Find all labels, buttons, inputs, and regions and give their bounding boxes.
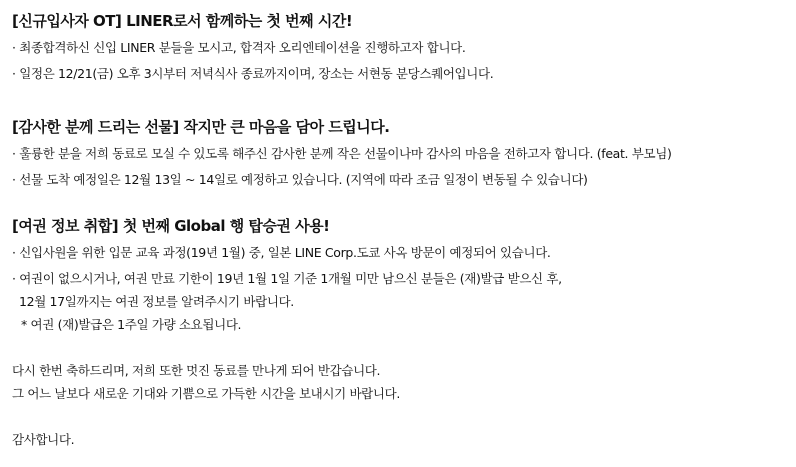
closing-line-1: 다시 한번 축하드리며, 저희 또한 멋진 동료를 만나게 되어 반갑습니다. xyxy=(12,363,381,378)
list-item: · 신입사원을 위한 입문 교육 과정(19년 1월) 중, 일본 LINE Corp.도쿄 사옥 방문이 예정되어 있습니다. xyxy=(12,245,551,260)
section-heading-passport: [여권 정보 취합] 첫 번째 Global 행 탑승권 사용! xyxy=(12,217,330,235)
closing-signoff: 감사합니다. xyxy=(12,432,75,447)
list-item: · 훌륭한 분을 저희 동료로 모실 수 있도록 해주신 감사한 분께 작은 선물이나마 감사의 마음을 전하고자 합니다. (feat. 부모님) xyxy=(12,146,672,161)
list-item: · 여권이 없으시거나, 여권 만료 기한이 19년 1월 1일 기준 1개월 미만 남으신 분들은 (재)발급 받으신 후, xyxy=(12,271,562,286)
section-heading-gift: [감사한 분께 드리는 선물] 작지만 큰 마음을 담아 드립니다. xyxy=(12,118,390,136)
list-item-continuation: 12월 17일까지는 여권 정보를 알려주시기 바랍니다. xyxy=(19,294,294,309)
list-item: · 최종합격하신 신입 LINER 분들을 모시고, 합격자 오리엔테이션을 진행하고자 합니다. xyxy=(12,40,466,55)
closing-line-2: 그 어느 날보다 새로운 기대와 기쁨으로 가득한 시간을 보내시기 바랍니다. xyxy=(12,386,400,401)
list-item: · 선물 도착 예정일은 12월 13일 ~ 14일로 예정하고 있습니다. (지역에 따라 조금 일정이 변동될 수 있습니다) xyxy=(12,172,588,187)
passport-note: * 여권 (재)발급은 1주일 가량 소요됩니다. xyxy=(21,317,242,332)
section-heading-orientation: [신규입사자 OT] LINER로서 함께하는 첫 번째 시간! xyxy=(12,12,353,30)
list-item: · 일정은 12/21(금) 오후 3시부터 저녁식사 종료까지이며, 장소는 서현동 분당스퀘어입니다. xyxy=(12,66,494,81)
